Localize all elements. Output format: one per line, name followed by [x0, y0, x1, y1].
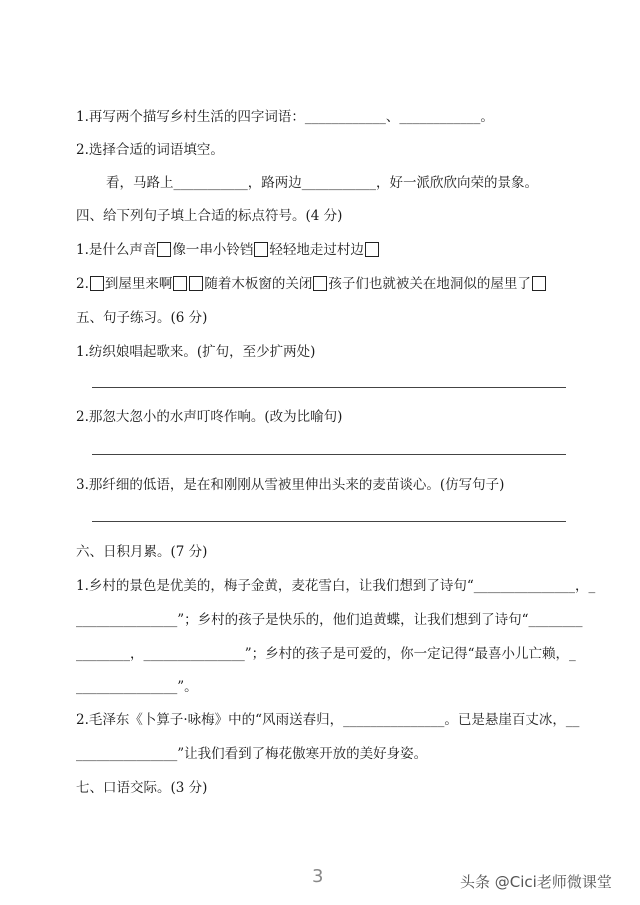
q2-sentence: 看，马路上___________，路两边___________，好一派欣欣向荣的景象。: [106, 175, 538, 191]
section6-title: 六、日积月累。(7 分): [76, 544, 208, 560]
punct-blank-box[interactable]: [532, 276, 546, 291]
punct-blank-box[interactable]: [157, 242, 171, 257]
s6-q2-line2: _______________”让我们看到了梅花傲寒开放的美好身姿。: [76, 746, 428, 762]
s5-q1: 1.纺织娘唱起歌来。(扩句，至少扩两处): [76, 344, 316, 360]
punct-s1-seg1: 1.是什么声音: [76, 242, 157, 258]
punct-s2-seg4: 孩子们也就被关在地洞似的屋里了: [328, 276, 531, 292]
punct-s1-seg2: 像一串小铃铛: [172, 242, 254, 258]
punct-blank-box[interactable]: [90, 276, 104, 291]
punct-blank-box[interactable]: [365, 242, 379, 257]
punct-blank-box[interactable]: [254, 242, 268, 257]
s5-q3: 3.那纤细的低语，是在和刚刚从雪被里伸出头来的麦苗谈心。(仿写句子): [76, 477, 505, 493]
s6-q1-line4: _______________”。: [76, 679, 198, 695]
section5-title: 五、句子练习。(6 分): [76, 310, 208, 326]
punct-blank-box[interactable]: [313, 276, 327, 291]
watermark: 头条 @Cici老师微课堂: [460, 873, 612, 891]
s5-q2: 2.那忽大忽小的水声叮咚作响。(改为比喻句): [76, 409, 343, 425]
punct-blank-box[interactable]: [173, 276, 187, 291]
s6-q1-line1: 1.乡村的景色是优美的，梅子金黄，麦花雪白，让我们想到了诗句“_______________，_: [76, 578, 596, 594]
section7-title: 七、口语交际。(3 分): [76, 780, 208, 796]
answer-line[interactable]: [92, 454, 566, 455]
punct-sentence-2: [76, 275, 547, 293]
punct-s2-seg1: 2.: [76, 276, 89, 292]
s6-q1-line3: ________，_______________”；乡村的孩子是可爱的，你一定记得“最喜小儿亡赖，_: [76, 646, 576, 662]
punct-blank-box[interactable]: [189, 276, 203, 291]
s6-q2-line1: 2.毛泽东《卜算子·咏梅》中的“风雨送春归，_______________。已是悬崖百丈冰，__: [76, 712, 580, 728]
punct-s2-seg2: 到屋里来啊: [104, 276, 173, 292]
punct-sentence-1: [76, 241, 380, 259]
q1-line: 1.再写两个描写乡村生活的四字词语：____________、____________。: [76, 109, 494, 125]
answer-line[interactable]: [92, 521, 566, 522]
section4-title: 四、给下列句子填上合适的标点符号。(4 分): [76, 208, 343, 224]
answer-line[interactable]: [92, 387, 566, 388]
s6-q1-line2: _______________”；乡村的孩子是快乐的，他们追黄蝶，让我们想到了诗句“________: [76, 612, 583, 628]
punct-s2-seg3: 随着木板窗的关闭: [204, 276, 313, 292]
q2-line: 2.选择合适的词语填空。: [76, 142, 224, 158]
punct-s1-seg3: 轻轻地走过村边: [269, 242, 364, 258]
page-number: 3: [312, 866, 324, 887]
